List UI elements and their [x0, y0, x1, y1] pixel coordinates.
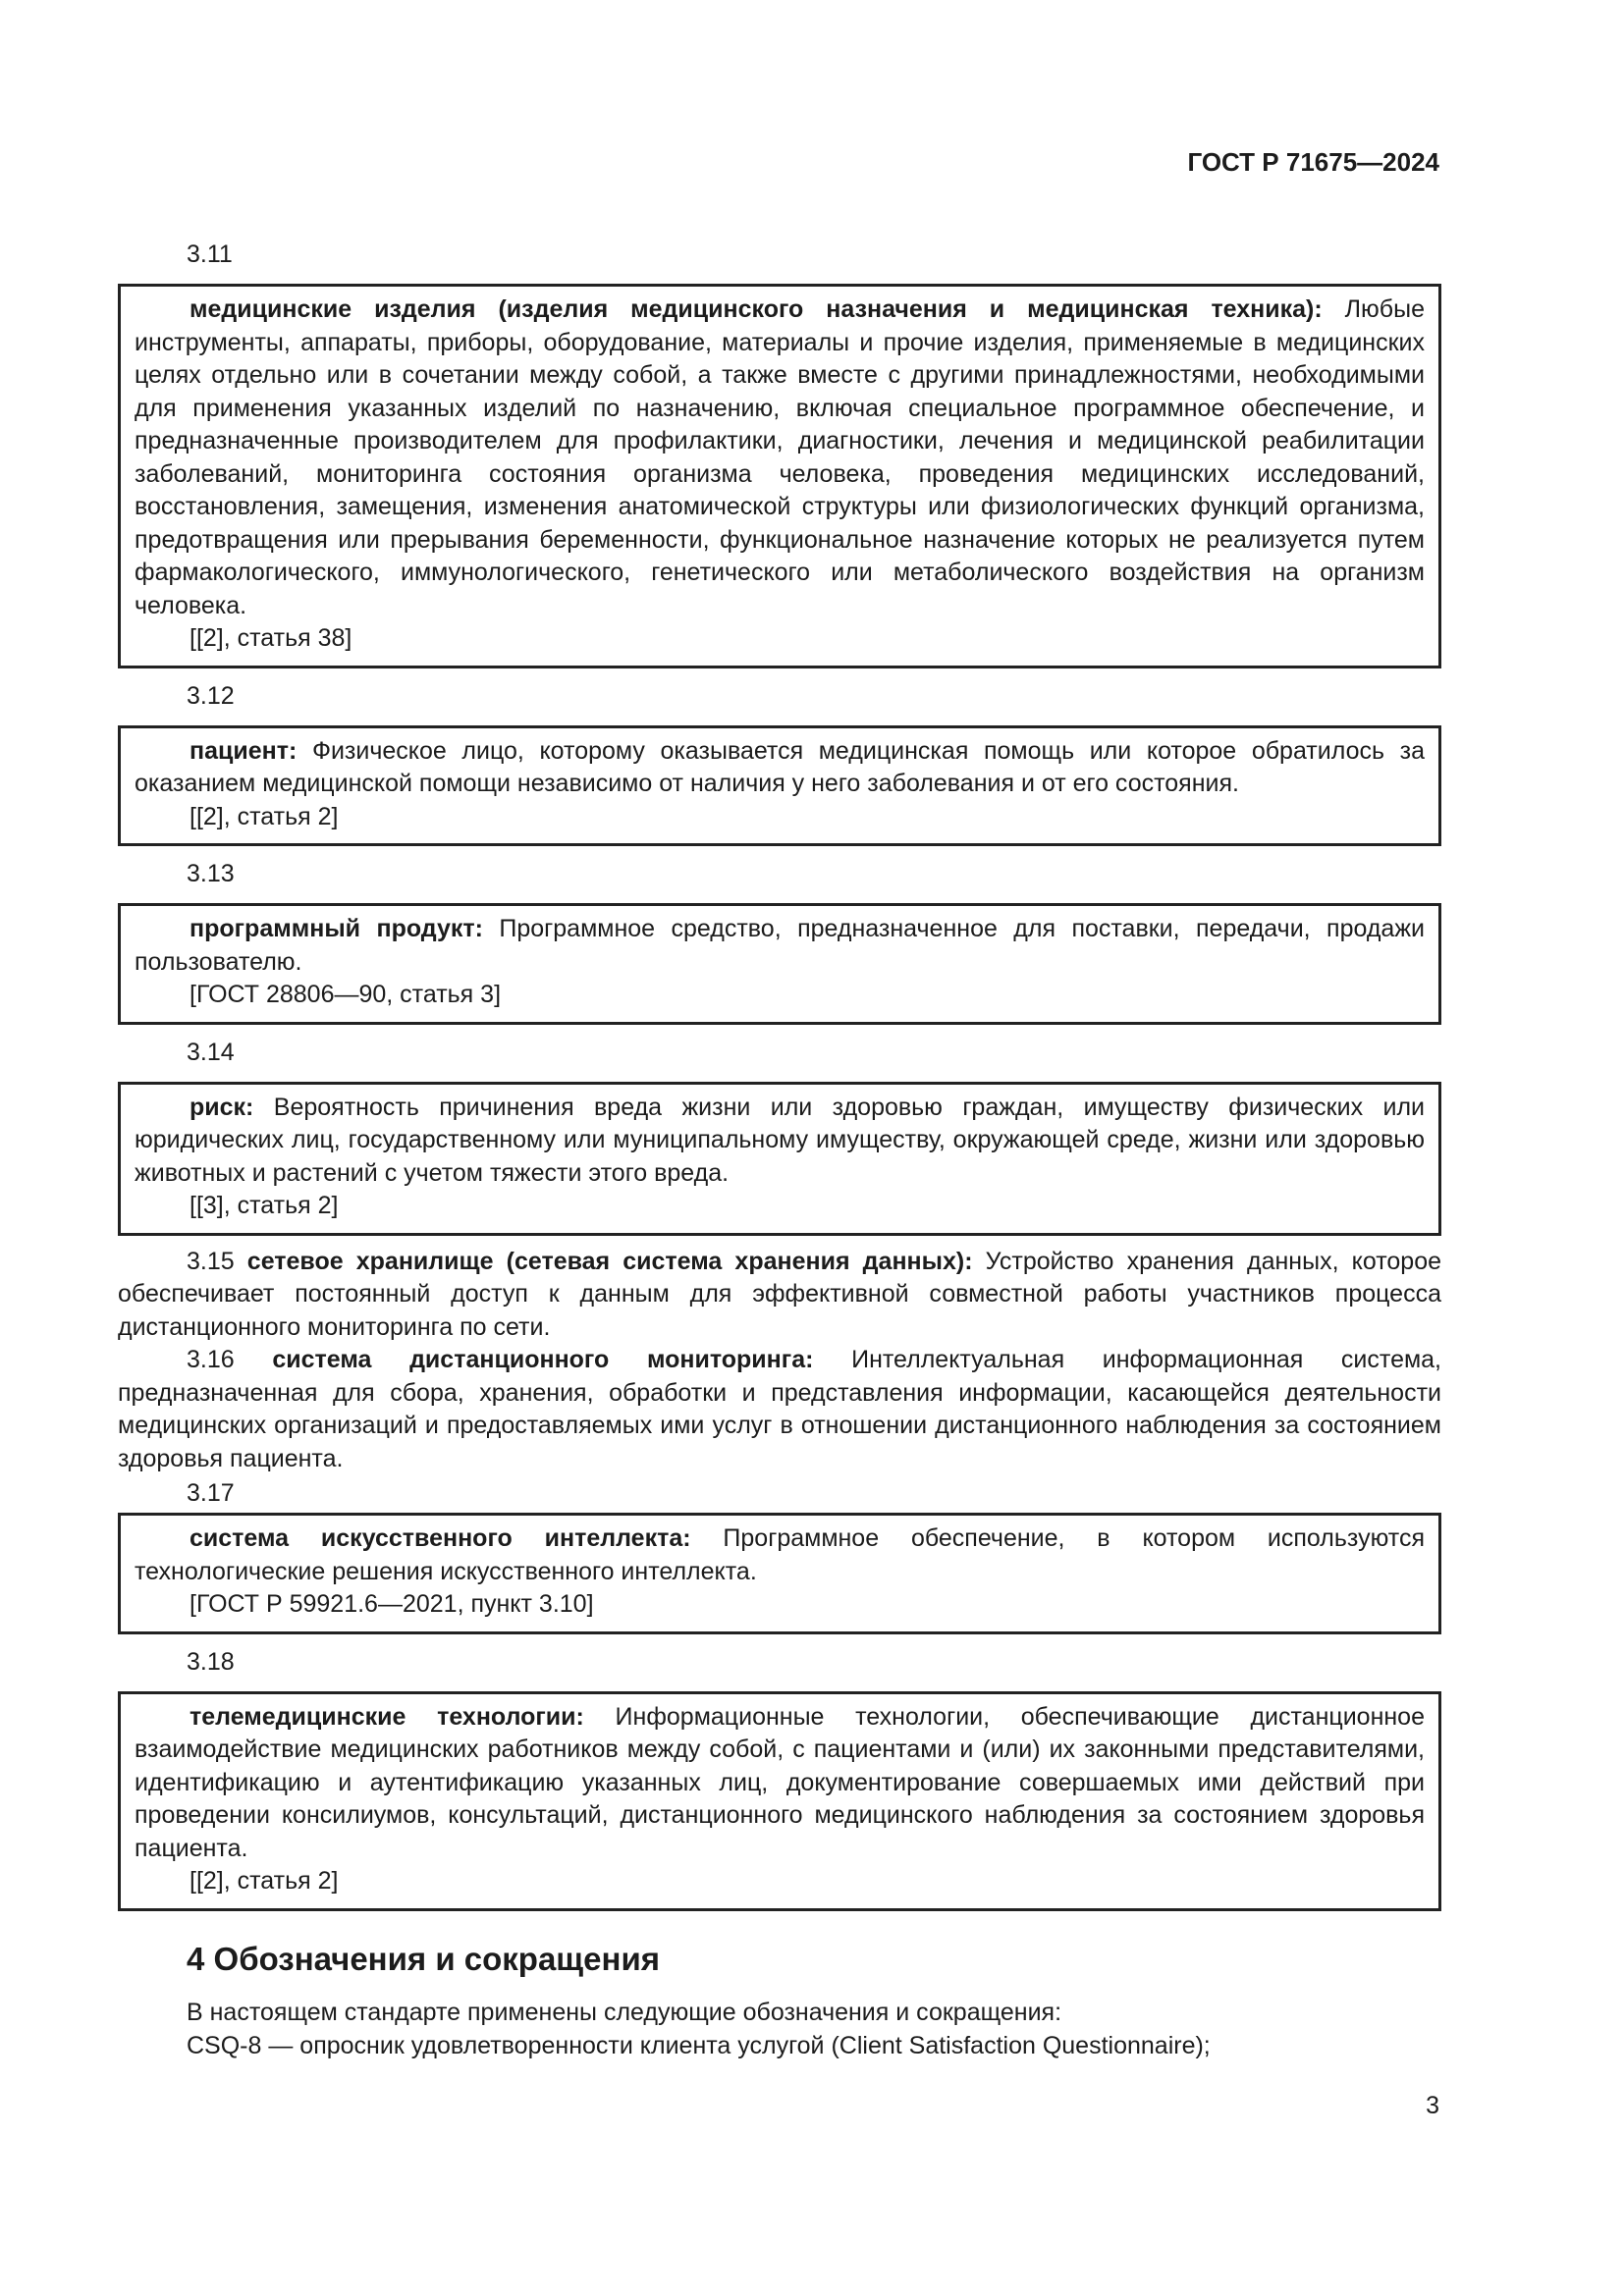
entry-number: 3.12: [187, 681, 235, 710]
definition-source: [[3], статья 2]: [189, 1192, 339, 1219]
page-content: [118, 227, 1441, 2062]
definition-text: [135, 294, 1425, 622]
definition-source: [[2], статья 2]: [189, 1867, 339, 1895]
definition: Программное средство, предназначенное для поставки, передачи, продажи пользователю.: [135, 915, 1426, 976]
definition-text: [135, 1522, 1425, 1588]
definition-source: [ГОСТ Р 59921.6—2021, пункт 3.10]: [189, 1590, 594, 1618]
definition-text: [135, 735, 1425, 801]
entry-number: 3.18: [187, 1647, 235, 1676]
term: система искусственного интеллекта:: [189, 1524, 691, 1552]
definition-text: [135, 913, 1425, 979]
section-intro: В настоящем стандарте применены следующие обозначения и сокращения:: [187, 1999, 1062, 2026]
definition-source: [ГОСТ 28806—90, статья 3]: [189, 981, 502, 1008]
definition: Программное обеспечение, в котором используются технологические решения искусственного интеллекта.: [135, 1524, 1425, 1585]
term: риск:: [189, 1093, 254, 1121]
entry-number: 3.14: [187, 1038, 235, 1066]
term: медицинские изделия (изделия медицинского назначения и медицинская техника):: [189, 295, 1323, 323]
definition-paragraph: [118, 1344, 1441, 1475]
definition: Любые инструменты, аппараты, приборы, оборудование, материалы и прочие изделия, применяемые в медицинских целях отдельно или в сочетании между собой, а также вместе с другими принадлежностями, необходимыми для применения указанных изделий по назначению, включая специальное программное обеспечение, и предназначенные производителем для профилактики, диагностики, лечения и медицинской реабилитации заболеваний, мониторинга состояния организма человека, проведения медицинских исследований, восстановления, замещения, изменения анатомической структуры или физиологических функций организма, предотвращения или прерывания беременности, функциональное назначение которых не реализуется путем фармакологического, иммунологического, генетического или метаболического воздействия на организм человека.: [135, 295, 1425, 619]
document-code-header: ГОСТ Р 71675—2024: [1187, 147, 1439, 177]
definition-box: [118, 1691, 1441, 1911]
definition-box: [118, 284, 1441, 668]
definition-box: [118, 725, 1441, 847]
section-heading: 4 Обозначения и сокращения: [187, 1940, 660, 1977]
definition-box: [118, 1082, 1441, 1236]
entry-number: 3.16: [187, 1346, 235, 1373]
definition-source: [[2], статья 2]: [189, 802, 339, 830]
definition-source: [[2], статья 38]: [189, 624, 352, 652]
term: сетевое хранилище (сетевая система хранения данных):: [246, 1247, 973, 1275]
abbreviation-item: CSQ-8 — опросник удовлетворенности клиента услугой (Client Satisfaction Questionnaire);: [187, 2031, 1211, 2059]
definition: Информационные технологии, обеспечивающие дистанционное взаимодействие медицинских работников между собой, с пациентами и (или) их законными представителями, идентификацию и аутентификацию указанных лиц, документирование совершаемых ими действий при проведении консилиумов, консультаций, дистанционного медицинского наблюдения за состоянием здоровья пациента.: [135, 1702, 1425, 1862]
term: телемедицинские технологии:: [189, 1702, 584, 1731]
entry-number: 3.13: [187, 860, 235, 888]
term: пациент:: [189, 736, 298, 765]
definition-text: [135, 1092, 1425, 1191]
page-number: 3: [1426, 2092, 1439, 2119]
term: программный продукт:: [189, 915, 483, 942]
definition: Физическое лицо, которому оказывается медицинская помощь или которое обратилось за оказанием медицинской помощи независимо от наличия у него заболевания и от его состояния.: [135, 736, 1425, 797]
entry-number: 3.11: [187, 240, 233, 269]
definition: Устройство хранения данных, которое обеспечивает постоянный доступ к данным для эффективной совместной работы участников процесса дистанционного мониторинга по сети.: [118, 1247, 1441, 1341]
definition-box: [118, 1513, 1441, 1634]
definition-text: [135, 1701, 1425, 1866]
definition: Интеллектуальная информационная система, предназначенная для сбора, хранения, обработки и представления информации, касающейся деятельности медицинских организаций и предоставляемых ими услуг в отношении дистанционного наблюдения за состоянием здоровья пациента.: [118, 1346, 1442, 1472]
definition: Вероятность причинения вреда жизни или здоровью граждан, имуществу физических или юридических лиц, государственному или муниципальному имуществу, окружающей среде, жизни или здоровью животных и растений с учетом тяжести этого вреда.: [135, 1093, 1425, 1187]
definition-paragraph: [118, 1246, 1441, 1345]
entry-number: 3.15: [187, 1247, 235, 1275]
definition-box: [118, 903, 1441, 1025]
term: система дистанционного мониторинга:: [272, 1346, 814, 1373]
entry-number: 3.17: [187, 1479, 235, 1508]
